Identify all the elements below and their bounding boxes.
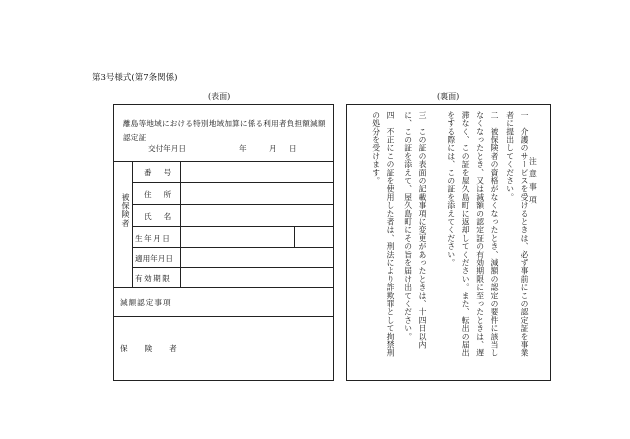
note-item-4: 四 不正にこの証を使用した者は、刑法により詐欺罪として拘禁刑の処分を受けます。 [371,111,395,357]
number-label: 番号 [144,168,184,177]
row-rule [132,247,333,248]
row-rule [132,226,333,227]
birthdate-label: 生年月日 [135,234,172,243]
form-title: 第3号様式(第7条関係) [92,73,178,83]
note-item-1: 一 介護のサービスを受けるときは、必ず事前にこの認定証を事業者に提出してください。 [505,111,529,357]
reduction-bottom-rule [114,316,333,317]
issue-day-label: 日 [289,144,297,153]
row-rule [132,267,333,268]
reduction-label: 減額認定事項 [120,298,172,307]
effective-date-label: 適用年月日 [135,254,173,263]
name-label: 氏名 [144,212,184,221]
certificate-title: 離島等地域における特別地域加算に係る利用者負担額減額認定証 [123,119,326,142]
back-caption: (裏面) [437,92,460,101]
insured-bottom-rule [114,287,333,288]
group-col-rule [132,161,133,287]
insurer-label: 保険者 [120,344,194,353]
insured-group-label: 被保険者 [121,193,130,228]
row-rule [132,182,333,183]
label-col-rule [180,161,181,287]
address-label: 住所 [144,190,184,199]
expiry-label: 有効期限 [135,274,172,283]
certificate-back [346,104,551,381]
certificate-front [113,104,334,381]
note-item-2: 二 被保険者の資格がなくなったとき、減額の認定の要件に該当しなくなったとき、又は減額の認定証の有効期限に至ったときは、遅滞なく、この証を屋久島町に返却してください。また、転出の届出をする際には、この証を添えてください。 [446,111,499,357]
issue-year-label: 年 [239,144,247,153]
note-item-3: 三 この証の表面の記載事項に変更があったときは、十四日以内に、この証を添えて、屋久島町にその旨を届け出てください。 [403,111,427,349]
issue-date-label: 交付年月日 [148,144,186,153]
birthdate-split-rule [294,227,295,247]
issue-month-label: 月 [269,144,277,153]
table-top-rule [114,161,333,162]
front-caption: (表面) [208,92,231,101]
row-rule [132,204,333,205]
notes-heading: 注意事項 [528,157,538,209]
